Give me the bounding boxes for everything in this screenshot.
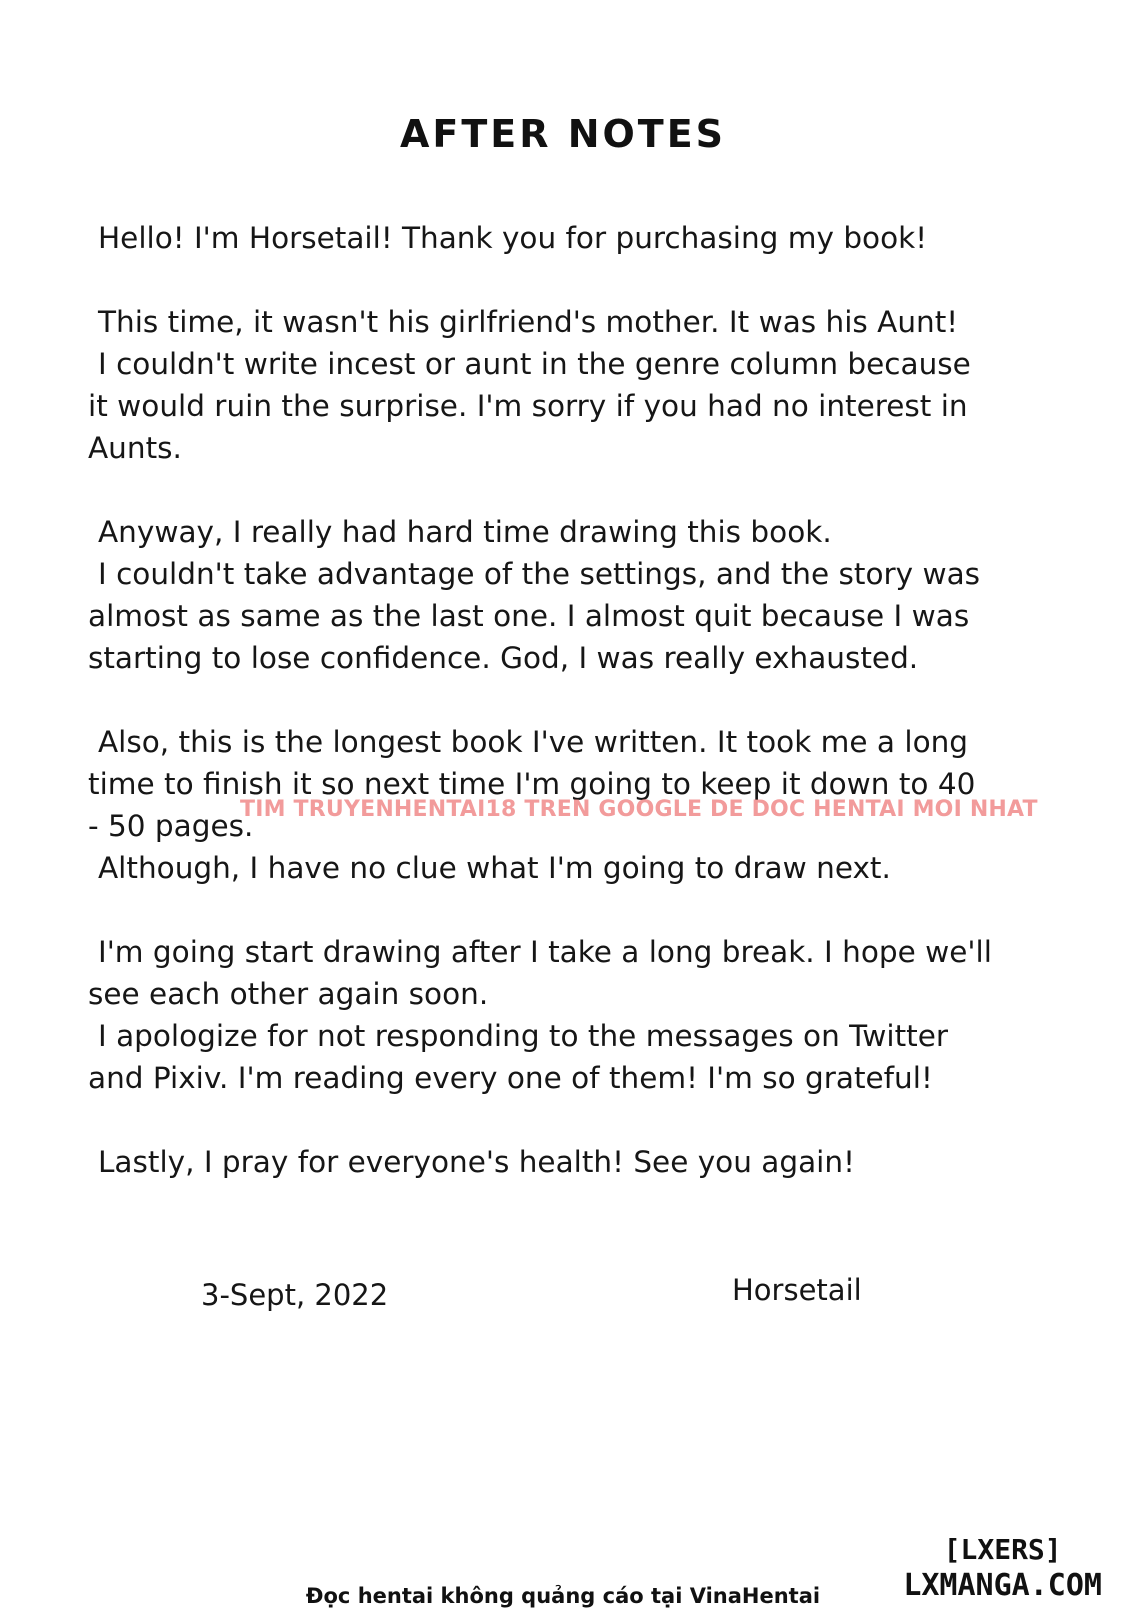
text-line: see each other again soon. <box>88 977 489 1011</box>
text-line: it would ruin the surprise. I'm sorry if you had no interest in <box>88 389 968 423</box>
text-line: I couldn't take advantage of the settings, and the story was <box>98 557 981 591</box>
text-line: Hello! I'm Horsetail! Thank you for purchasing my book! <box>98 221 928 255</box>
text-line: I couldn't write incest or aunt in the genre column because <box>98 347 971 381</box>
text-line: Lastly, I pray for everyone's health! See you again! <box>98 1145 855 1179</box>
page-title: AFTER NOTES <box>399 112 727 156</box>
text-line: Anyway, I really had hard time drawing this book. <box>98 515 832 549</box>
logo-line-1: [LXERS] <box>943 1533 1062 1566</box>
date-text: 3-Sept, 2022 <box>201 1278 389 1312</box>
text-line: This time, it wasn't his girlfriend's mother. It was his Aunt! <box>98 305 959 339</box>
text-line: starting to lose confidence. God, I was really exhausted. <box>88 641 919 675</box>
watermark-text: TIM TRUYENHENTAI18 TREN GOOGLE DE DOC HENTAI MOI NHAT <box>240 797 1038 822</box>
text-line: almost as same as the last one. I almost quit because I was <box>88 599 970 633</box>
author-signature: Horsetail <box>732 1273 862 1307</box>
logo-line-2: LXMANGA.COM <box>903 1568 1102 1603</box>
text-line: and Pixiv. I'm reading every one of them! I'm so grateful! <box>88 1061 933 1095</box>
footer-text: Đọc hentai không quảng cáo tại VinaHentai <box>305 1584 821 1608</box>
text-line: I apologize for not responding to the messages on Twitter <box>98 1019 949 1053</box>
text-line: I'm going start drawing after I take a long break. I hope we'll <box>98 935 992 969</box>
text-line: Aunts. <box>88 431 182 465</box>
text-line: time to finish it so next time I'm going to keep it down to 40 <box>88 767 976 801</box>
text-line: Although, I have no clue what I'm going to draw next. <box>98 851 891 885</box>
text-line: - 50 pages. <box>88 809 254 843</box>
text-line: Also, this is the longest book I've written. It took me a long <box>98 725 969 759</box>
